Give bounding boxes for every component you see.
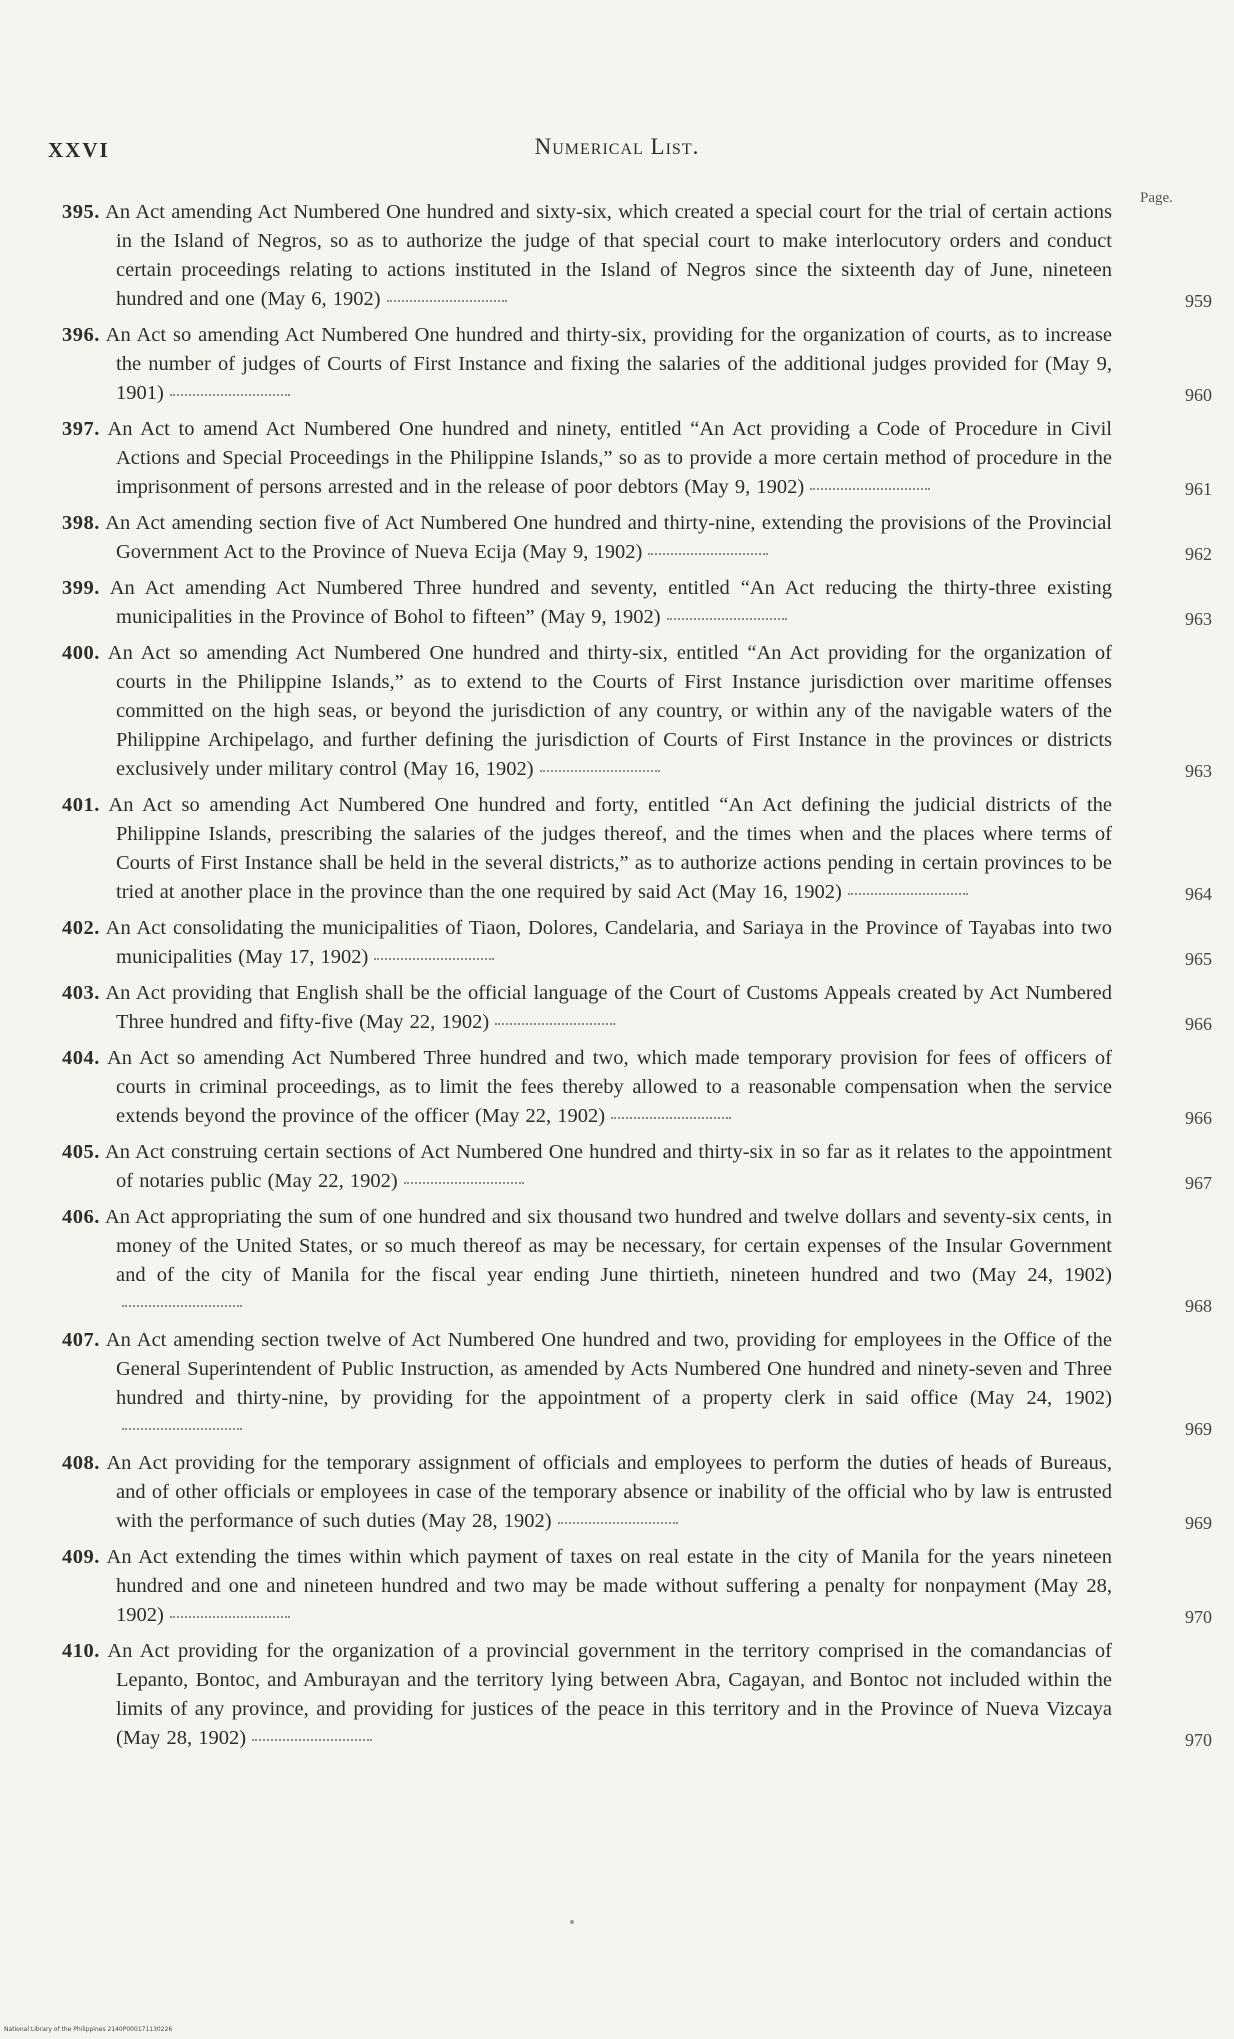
- entry-description: An Act extending the times within which payment of taxes on real estate in the city of Manila for the years nineteen hundred and one and nineteen hundred and two may be made without suffering a penalty for nonpayment (May 28, 1902): [106, 1546, 1112, 1626]
- list-item: [62, 509, 1212, 567]
- entry-page-number: 966: [1185, 1014, 1212, 1034]
- entry-description: An Act so amending Act Numbered One hundred and thirty-six, entitled “An Act providing for the organization of courts in the Philippine Islands,” as to extend to the Courts of First Instance jurisdiction over maritime offenses committed on the high seas, or beyond the jurisdiction of any country, or within any of the navigable waters of the Philippine Archipelago, and further defining the jurisdiction of Courts of First Instance in the provinces or districts exclusively under military control (May 16, 1902): [107, 642, 1112, 780]
- entry-list: [62, 198, 1212, 1760]
- entry-page-number: 965: [1185, 949, 1212, 969]
- entry-description: An Act so amending Act Numbered One hundred and forty, entitled “An Act defining the judicial districts of the Philippine Islands, prescribing the salaries of the judges thereof, and the times when and the places where terms of Courts of First Instance shall be held in the several districts,” as to authorize actions pending in certain provinces to be tried at another place in the province than the one required by said Act (May 16, 1902): [108, 794, 1112, 903]
- entry-number: 408.: [62, 1452, 100, 1474]
- entry-number: 399.: [62, 577, 100, 599]
- entry-number: 400.: [62, 642, 100, 664]
- entry-description: An Act consolidating the municipalities of Tiaon, Dolores, Candelaria, and Sariaya in the Province of Tayabas into two municipalities (May 17, 1902): [105, 917, 1112, 968]
- dot-leader: [170, 393, 290, 396]
- list-item: [62, 1449, 1212, 1536]
- list-item: [62, 198, 1212, 314]
- list-item: [62, 639, 1212, 784]
- entry-number: 398.: [62, 512, 100, 534]
- entry-page-number: 968: [1185, 1296, 1212, 1316]
- dot-leader: [648, 552, 768, 555]
- entry-number: 397.: [62, 418, 100, 440]
- entry-description: An Act so amending Act Numbered Three hundred and two, which made temporary provision for fees of officers of courts in criminal proceedings, as to limit the fees thereby allowed to a reasonable compensation when the service extends beyond the province of the officer (May 22, 1902): [106, 1047, 1112, 1127]
- entry-description: An Act so amending Act Numbered One hundred and thirty-six, providing for the organization of courts, as to increase the number of judges of Courts of First Instance and fixing the salaries of the additional judges provided for (May 9, 1901): [105, 324, 1112, 404]
- entry-description: An Act amending Act Numbered Three hundred and seventy, entitled “An Act reducing the thirty-three existing municipalities in the Province of Bohol to fifteen” (May 9, 1902): [109, 577, 1112, 628]
- entry-page-number: 970: [1185, 1730, 1212, 1750]
- list-item: [62, 1326, 1212, 1442]
- list-item: [62, 791, 1212, 907]
- entry-number: 410.: [62, 1640, 100, 1662]
- list-item: [62, 979, 1212, 1037]
- dot-leader: [667, 617, 787, 620]
- entry-description: An Act to amend Act Numbered One hundred and ninety, entitled “An Act providing a Code of Procedure in Civil Actions and Special Proceedings in the Philippine Islands,” so as to provide a more certain method of procedure in the imprisonment of persons arrested and in the release of poor debtors (May 9, 1902): [107, 418, 1113, 498]
- entry-number: 401.: [62, 794, 100, 816]
- entry-description: An Act appropriating the sum of one hundred and six thousand two hundred and twelve dollars and seventy-six cents, in money of the United States, or so much thereof as may be necessary, for certain expenses of the Insular Government and of the city of Manila for the fiscal year ending June thirtieth, nineteen hundred and two (May 24, 1902): [104, 1206, 1113, 1286]
- entry-description: An Act amending Act Numbered One hundred and sixty-six, which created a special court for the trial of certain actions in the Island of Negros, so as to authorize the judge of that special court to make interlocutory orders and conduct certain proceedings relating to actions instituted in the Island of Negros since the sixteenth day of June, nineteen hundred and one (May 6, 1902): [105, 201, 1112, 310]
- dot-leader: [558, 1521, 678, 1524]
- list-item: [62, 1044, 1212, 1131]
- entry-text: [62, 574, 1112, 632]
- entry-number: 406.: [62, 1206, 100, 1228]
- page-dot: [570, 1920, 574, 1924]
- entry-text: [62, 415, 1112, 502]
- entry-number: 403.: [62, 982, 100, 1004]
- list-item: [62, 914, 1212, 972]
- dot-leader: [495, 1022, 615, 1025]
- entry-number: 405.: [62, 1141, 100, 1163]
- entry-description: An Act providing that English shall be the official language of the Court of Customs Appeals created by Act Numbered Three hundred and fifty-five (May 22, 1902): [105, 982, 1112, 1033]
- page-title: Numerical List.: [534, 134, 700, 159]
- entry-text: [62, 1326, 1112, 1442]
- roman-page-number: XXVI: [48, 138, 110, 162]
- entry-page-number: 969: [1185, 1513, 1212, 1533]
- entry-page-number: 962: [1185, 544, 1212, 564]
- dot-leader: [122, 1304, 242, 1307]
- entry-page-number: 959: [1185, 291, 1212, 311]
- dot-leader: [170, 1615, 290, 1618]
- entry-number: 407.: [62, 1329, 100, 1351]
- dot-leader: [404, 1181, 524, 1184]
- entry-text: [62, 914, 1112, 972]
- footer-credit: National Library of the Philippines 2140P000171130226: [4, 2026, 173, 2033]
- entry-description: An Act construing certain sections of Act Numbered One hundred and thirty-six in so far as it relates to the appointment of notaries public (May 22, 1902): [104, 1141, 1112, 1192]
- entry-page-number: 960: [1185, 385, 1212, 405]
- entry-number: 395.: [62, 201, 100, 223]
- list-item: [62, 415, 1212, 502]
- page-column-label: Page.: [1140, 190, 1173, 206]
- entry-number: 402.: [62, 917, 100, 939]
- entry-text: [62, 1044, 1112, 1131]
- dot-leader: [810, 487, 930, 490]
- entry-text: [62, 1543, 1112, 1630]
- list-item: [62, 1138, 1212, 1196]
- list-item: [62, 321, 1212, 408]
- entry-text: [62, 321, 1112, 408]
- entry-number: 396.: [62, 324, 100, 346]
- entry-page-number: 970: [1185, 1607, 1212, 1627]
- entry-page-number: 963: [1185, 761, 1212, 781]
- entry-page-number: 969: [1185, 1419, 1212, 1439]
- entry-description: An Act providing for the organization of a provincial government in the territory comprised in the comandancias of Lepanto, Bontoc, and Amburayan and the territory lying between Abra, Cagayan, and Bontoc not included within the limits of any province, and providing for justices of the peace in this territory and in the Province of Nueva Vizcaya (May 28, 1902): [107, 1640, 1112, 1749]
- dot-leader: [540, 769, 660, 772]
- dot-leader: [387, 299, 507, 302]
- entry-text: [62, 791, 1112, 907]
- dot-leader: [611, 1116, 731, 1119]
- dot-leader: [252, 1738, 372, 1741]
- entry-text: [62, 1449, 1112, 1536]
- entry-text: [62, 198, 1112, 314]
- list-item: [62, 1637, 1212, 1753]
- entry-page-number: 967: [1185, 1173, 1212, 1193]
- entry-text: [62, 1203, 1112, 1319]
- list-item: [62, 1543, 1212, 1630]
- entry-description: An Act providing for the temporary assignment of officials and employees to perform the duties of heads of Bureaus, and of other officials or employees in case of the temporary absence or inability of the official who by law is entrusted with the performance of such duties (May 28, 1902): [106, 1452, 1112, 1532]
- entry-text: [62, 979, 1112, 1037]
- entry-page-number: 961: [1185, 479, 1212, 499]
- entry-page-number: 966: [1185, 1108, 1212, 1128]
- entry-page-number: 963: [1185, 609, 1212, 629]
- entry-text: [62, 1138, 1112, 1196]
- entry-description: An Act amending section twelve of Act Numbered One hundred and two, providing for employees in the Office of the General Superintendent of Public Instruction, as amended by Acts Numbered One hundred and ninety-seven and Three hundred and thirty-nine, by providing for the appointment of a property clerk in said office (May 24, 1902): [105, 1329, 1112, 1409]
- entry-page-number: 964: [1185, 884, 1212, 904]
- dot-leader: [122, 1427, 242, 1430]
- dot-leader: [374, 957, 494, 960]
- entry-number: 404.: [62, 1047, 100, 1069]
- entry-text: [62, 639, 1112, 784]
- dot-leader: [848, 892, 968, 895]
- list-item: [62, 1203, 1212, 1319]
- entry-number: 409.: [62, 1546, 100, 1568]
- entry-text: [62, 1637, 1112, 1753]
- entry-text: [62, 509, 1112, 567]
- list-item: [62, 574, 1212, 632]
- entry-description: An Act amending section five of Act Numbered One hundred and thirty-nine, extending the provisions of the Provincial Government Act to the Province of Nueva Ecija (May 9, 1902): [105, 512, 1112, 563]
